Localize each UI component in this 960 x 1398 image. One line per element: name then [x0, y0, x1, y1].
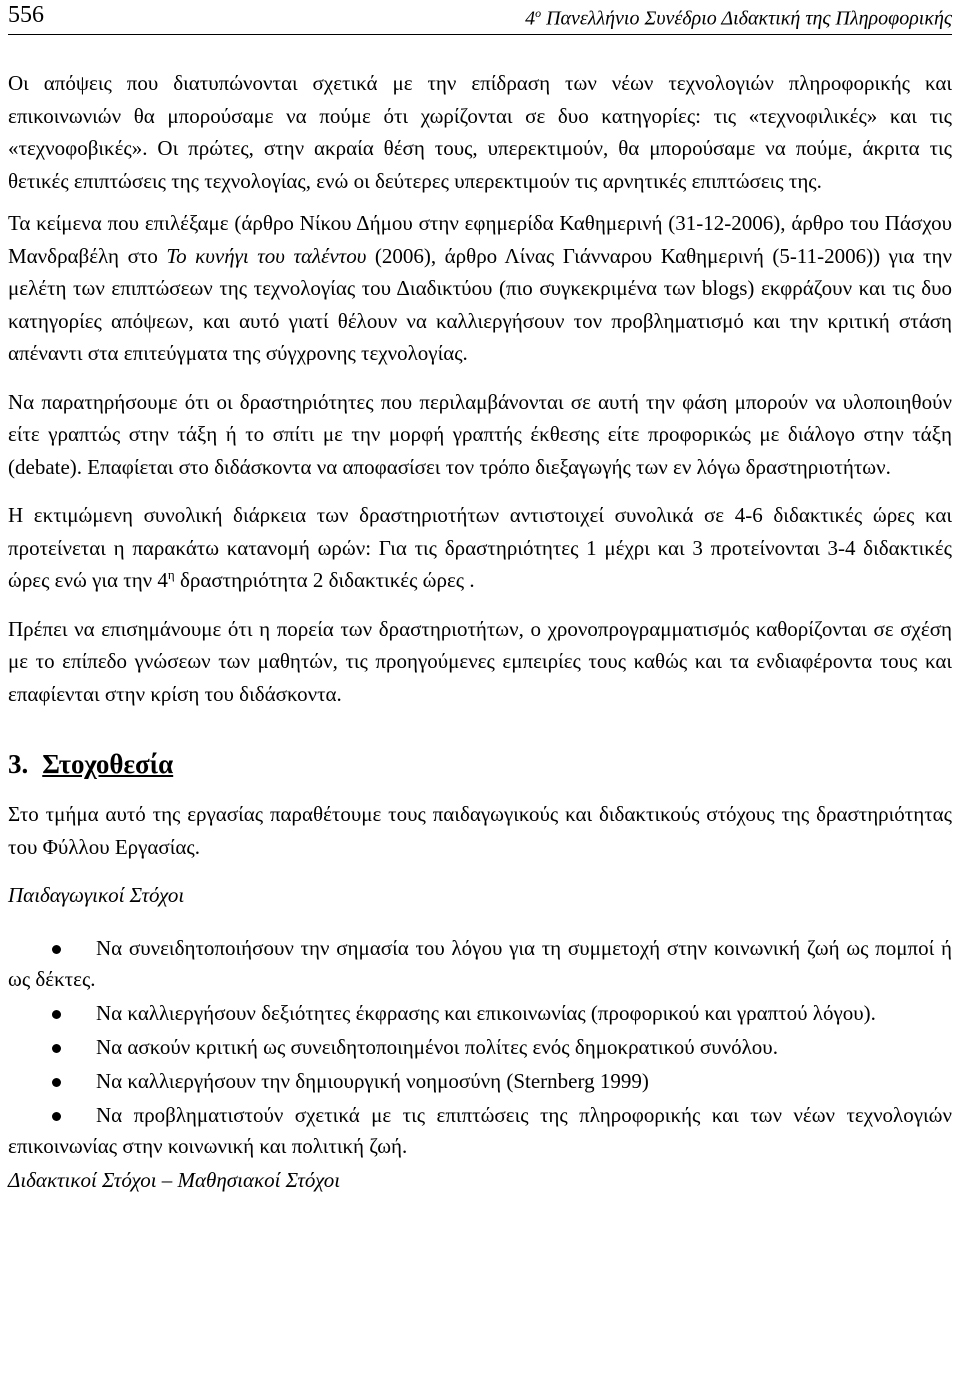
bullet-icon [52, 1078, 61, 1087]
paragraph-texts-part-a: Τα κείμενα που επιλέξαμε (άρθρο Νίκου Δήμου στην εφημερίδα Καθημερινή (31-12-2006), άρθρο του Πάσχου Μανδραβέλη στο [8, 211, 952, 268]
paragraph-texts [8, 207, 952, 370]
paragraph-duration-part-b: δραστηριότητα 2 διδακτικές ώρες . [174, 568, 475, 592]
book-title: Το κυνήγι του ταλέντου [166, 243, 367, 268]
section-heading [8, 744, 952, 784]
conference-ordinal: 4 [525, 7, 536, 30]
conference-ordinal-suffix: ο [535, 6, 542, 20]
paragraph-duration-part-a: Η εκτιμώμενη συνολική διάρκεια των δραστηριοτήτων αντιστοιχεί συνολικά σε 4-6 διδακτικές ώρες και προτείνεται η παρακάτω κατανομή ωρών: Για τις δραστηριότητες 1 μέχρι και 3 προτείνονται 3-4 διδακτικές ώρες ενώ για την 4 [8, 503, 952, 592]
list-item: Να καλλιεργήσουν δεξιότητες έκφρασης και επικοινωνίας (προφορικού και γραπτού λόγου). [8, 998, 952, 1029]
page-header [8, 2, 952, 35]
bullet-icon [52, 1112, 61, 1121]
bullet-icon [52, 945, 61, 954]
document-page [0, 2, 960, 1398]
running-title [525, 6, 952, 31]
section-number: 3. [8, 749, 29, 779]
teaching-goals-heading: Διδακτικοί Στόχοι – Μαθησιακοί Στόχοι [8, 1168, 341, 1192]
list-item: Να προβληματιστούν σχετικά με τις επιπτώσεις της πληροφορικής και των νέων τεχνολογιών επικοινωνίας στην κοινωνική και πολιτική ζωή. [8, 1103, 952, 1158]
pedagogical-goals-list [8, 933, 952, 1162]
ordinal-superscript: η [167, 567, 175, 582]
pedagogical-goals-heading: Παιδαγωγικοί Στόχοι [8, 883, 185, 907]
paragraph-viewpoints: Οι απόψεις που διατυπώνονται σχετικά με την επίδραση των νέων τεχνολογιών πληροφορικής και επικοινωνιών θα μπορούσαμε να πούμε ότι χωρίζονται σε δυο κατηγορίες: τις «τεχνοφιλικές» και τις «τεχνοφοβικές». Οι πρώτες, στην ακραία θέση τους, υπερεκτιμούν, θα μπορούσαμε να πούμε, άκριτα τις θετικές επιπτώσεις της τεχνολογίας, ενώ οι δεύτερες υπερεκτιμούν τις αρνητικές επιπτώσεις της. [8, 71, 952, 193]
paragraph-duration [8, 499, 952, 597]
list-item: Να ασκούν κριτική ως συνειδητοποιημένοι πολίτες ενός δημοκρατικού συνόλου. [8, 1032, 952, 1063]
bullet-icon [52, 1044, 61, 1053]
section-title: Στοχοθεσία [42, 749, 174, 779]
paragraph-scheduling: Πρέπει να επισημάνουμε ότι η πορεία των δραστηριοτήτων, ο χρονοπρογραμματισμός καθορίζονται σε σχέση με το επίπεδο γνώσεων των μαθητών, τις προηγούμενες εμπειρίες τους καθώς και τα ενδιαφέροντα τους και επαφίενται στην κρίση του διδάσκοντα. [8, 616, 952, 706]
page-body [8, 67, 952, 1195]
page-number: 556 [8, 2, 44, 28]
list-item: Να συνειδητοποιήσουν την σημασία του λόγου για τη συμμετοχή στην κοινωνική ζωή ως πομποί ή ως δέκτες. [8, 936, 952, 991]
conference-name: Πανελλήνιο Συνέδριο Διδακτική της Πληροφορικής [546, 7, 952, 30]
paragraph-activities: Να παρατηρήσουμε ότι οι δραστηριότητες που περιλαμβάνονται σε αυτή την φάση μπορούν να υλοποιηθούν είτε γραπτώς στην τάξη ή το σπίτι με την μορφή γραπτής έκθεσης είτε προφορικώς με διάλογο στην τάξη (debate). Επαφίεται στο διδάσκοντα να αποφασίσει τον τρόπο διεξαγωγής των εν λόγω δραστηριοτήτων. [8, 389, 952, 479]
list-item: Να καλλιεργήσουν την δημιουργική νοημοσύνη (Sternberg 1999) [8, 1066, 952, 1097]
bullet-icon [52, 1010, 61, 1019]
section-intro: Στο τμήμα αυτό της εργασίας παραθέτουμε τους παιδαγωγικούς και διδακτικούς στόχους της δραστηριότητας του Φύλλου Εργασίας. [8, 802, 952, 859]
paragraph-texts-part-b: (2006), άρθρο Λίνας Γιάνναρου Καθημερινή (5-11-2006)) για την μελέτη των επιπτώσεων της τεχνολογίας του Διαδικτύου (πιο συγκεκριμένα των blogs) εκφράζουν και τις δυο κατηγορίες απόψεων, και αυτό γιατί θέλουν να καλλιεργήσουν τον προβληματισμό και την κριτική στάση απέναντι στα επιτεύγματα της σύγχρονης τεχνολογίας. [8, 243, 952, 365]
